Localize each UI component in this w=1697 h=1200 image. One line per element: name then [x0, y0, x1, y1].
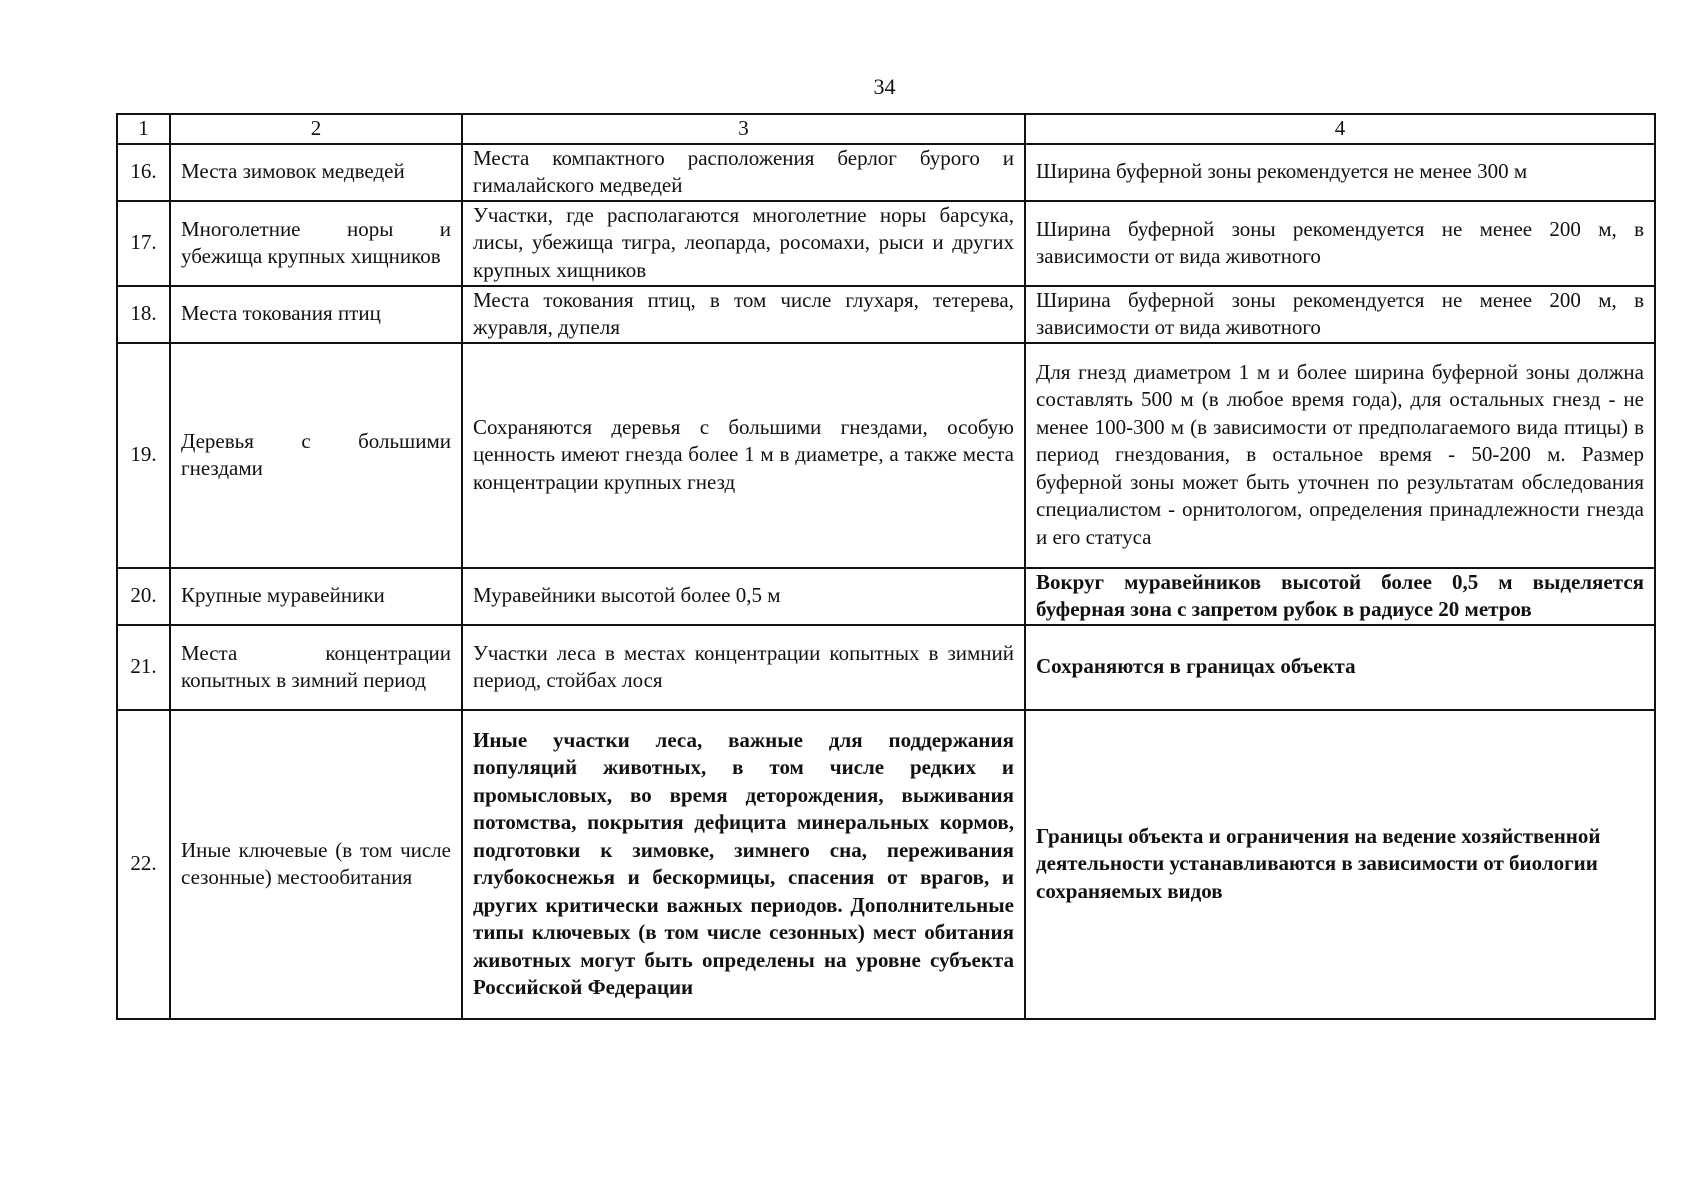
row-description: Участки леса в местах концентрации копытных в зимний период, стойбах лося	[462, 625, 1025, 710]
row-number: 21.	[117, 625, 170, 710]
table-row	[117, 286, 1655, 343]
row-description: Места токования птиц, в том числе глухаря, тетерева, журавля, дупеля	[462, 286, 1025, 343]
table-row	[117, 710, 1655, 1019]
row-measures: Для гнезд диаметром 1 м и более ширина буферной зоны должна составлять 500 м (в любое время года), для остальных гнезд - не менее 100-300 м (в зависимости от предполагаемого вида птицы) в период гнездования, в остальное время - 50-200 м. Размер буферной зоны может быть уточнен по результатам обследования специалистом - орнитологом, определения принадлежности гнезда и его статуса	[1025, 343, 1655, 568]
column-header-1: 1	[117, 114, 170, 144]
row-measures: Ширина буферной зоны рекомендуется не менее 200 м, в зависимости от вида животного	[1025, 201, 1655, 286]
table-row	[117, 625, 1655, 710]
row-number: 22.	[117, 710, 170, 1019]
row-description: Иные участки леса, важные для поддержания популяций животных, в том числе редких и промысловых, во время деторождения, выживания потомства, покрытия дефицита минеральных кормов, подготовки к зимовке, зимнего сна, переживания глубокоснежья и бескормицы, спасения от врагов, и других критически важных периодов. Дополнительные типы ключевых (в том числе сезонных) мест обитания животных могут быть определены на уровне субъекта Российской Федерации	[462, 710, 1025, 1019]
row-object: Места токования птиц	[170, 286, 462, 343]
row-description: Места компактного расположения берлог бурого и гималайского медведей	[462, 144, 1025, 201]
row-description: Муравейники высотой более 0,5 м	[462, 568, 1025, 625]
row-measures: Вокруг муравейников высотой более 0,5 м выделяется буферная зона с запретом рубок в радиусе 20 метров	[1025, 568, 1655, 625]
row-object: Места зимовок медведей	[170, 144, 462, 201]
row-number: 17.	[117, 201, 170, 286]
row-measures: Границы объекта и ограничения на ведение хозяйственной деятельности устанавливаются в зависимости от биологии сохраняемых видов	[1025, 710, 1655, 1019]
column-header-3: 3	[462, 114, 1025, 144]
row-object: Деревья с большими гнездами	[170, 343, 462, 568]
row-description: Сохраняются деревья с большими гнездами, особую ценность имеют гнезда более 1 м в диаметре, а также места концентрации крупных гнезд	[462, 343, 1025, 568]
row-measures: Ширина буферной зоны рекомендуется не менее 300 м	[1025, 144, 1655, 201]
row-object: Многолетние норы и убежища крупных хищников	[170, 201, 462, 286]
table-row	[117, 144, 1655, 201]
row-number: 19.	[117, 343, 170, 568]
page-number: 34	[873, 74, 896, 99]
row-number: 16.	[117, 144, 170, 201]
row-object: Места концентрации копытных в зимний период	[170, 625, 462, 710]
row-measures: Сохраняются в границах объекта	[1025, 625, 1655, 710]
row-object: Иные ключевые (в том числе сезонные) местообитания	[170, 710, 462, 1019]
column-header-2: 2	[170, 114, 462, 144]
habitat-table	[116, 113, 1656, 1020]
table-header-row	[117, 114, 1655, 144]
row-number: 18.	[117, 286, 170, 343]
table-row	[117, 343, 1655, 568]
row-object: Крупные муравейники	[170, 568, 462, 625]
row-number: 20.	[117, 568, 170, 625]
column-header-4: 4	[1025, 114, 1655, 144]
table-row	[117, 201, 1655, 286]
row-description: Участки, где располагаются многолетние норы барсука, лисы, убежища тигра, леопарда, росомахи, рыси и других крупных хищников	[462, 201, 1025, 286]
table-row	[117, 568, 1655, 625]
row-measures: Ширина буферной зоны рекомендуется не менее 200 м, в зависимости от вида животного	[1025, 286, 1655, 343]
